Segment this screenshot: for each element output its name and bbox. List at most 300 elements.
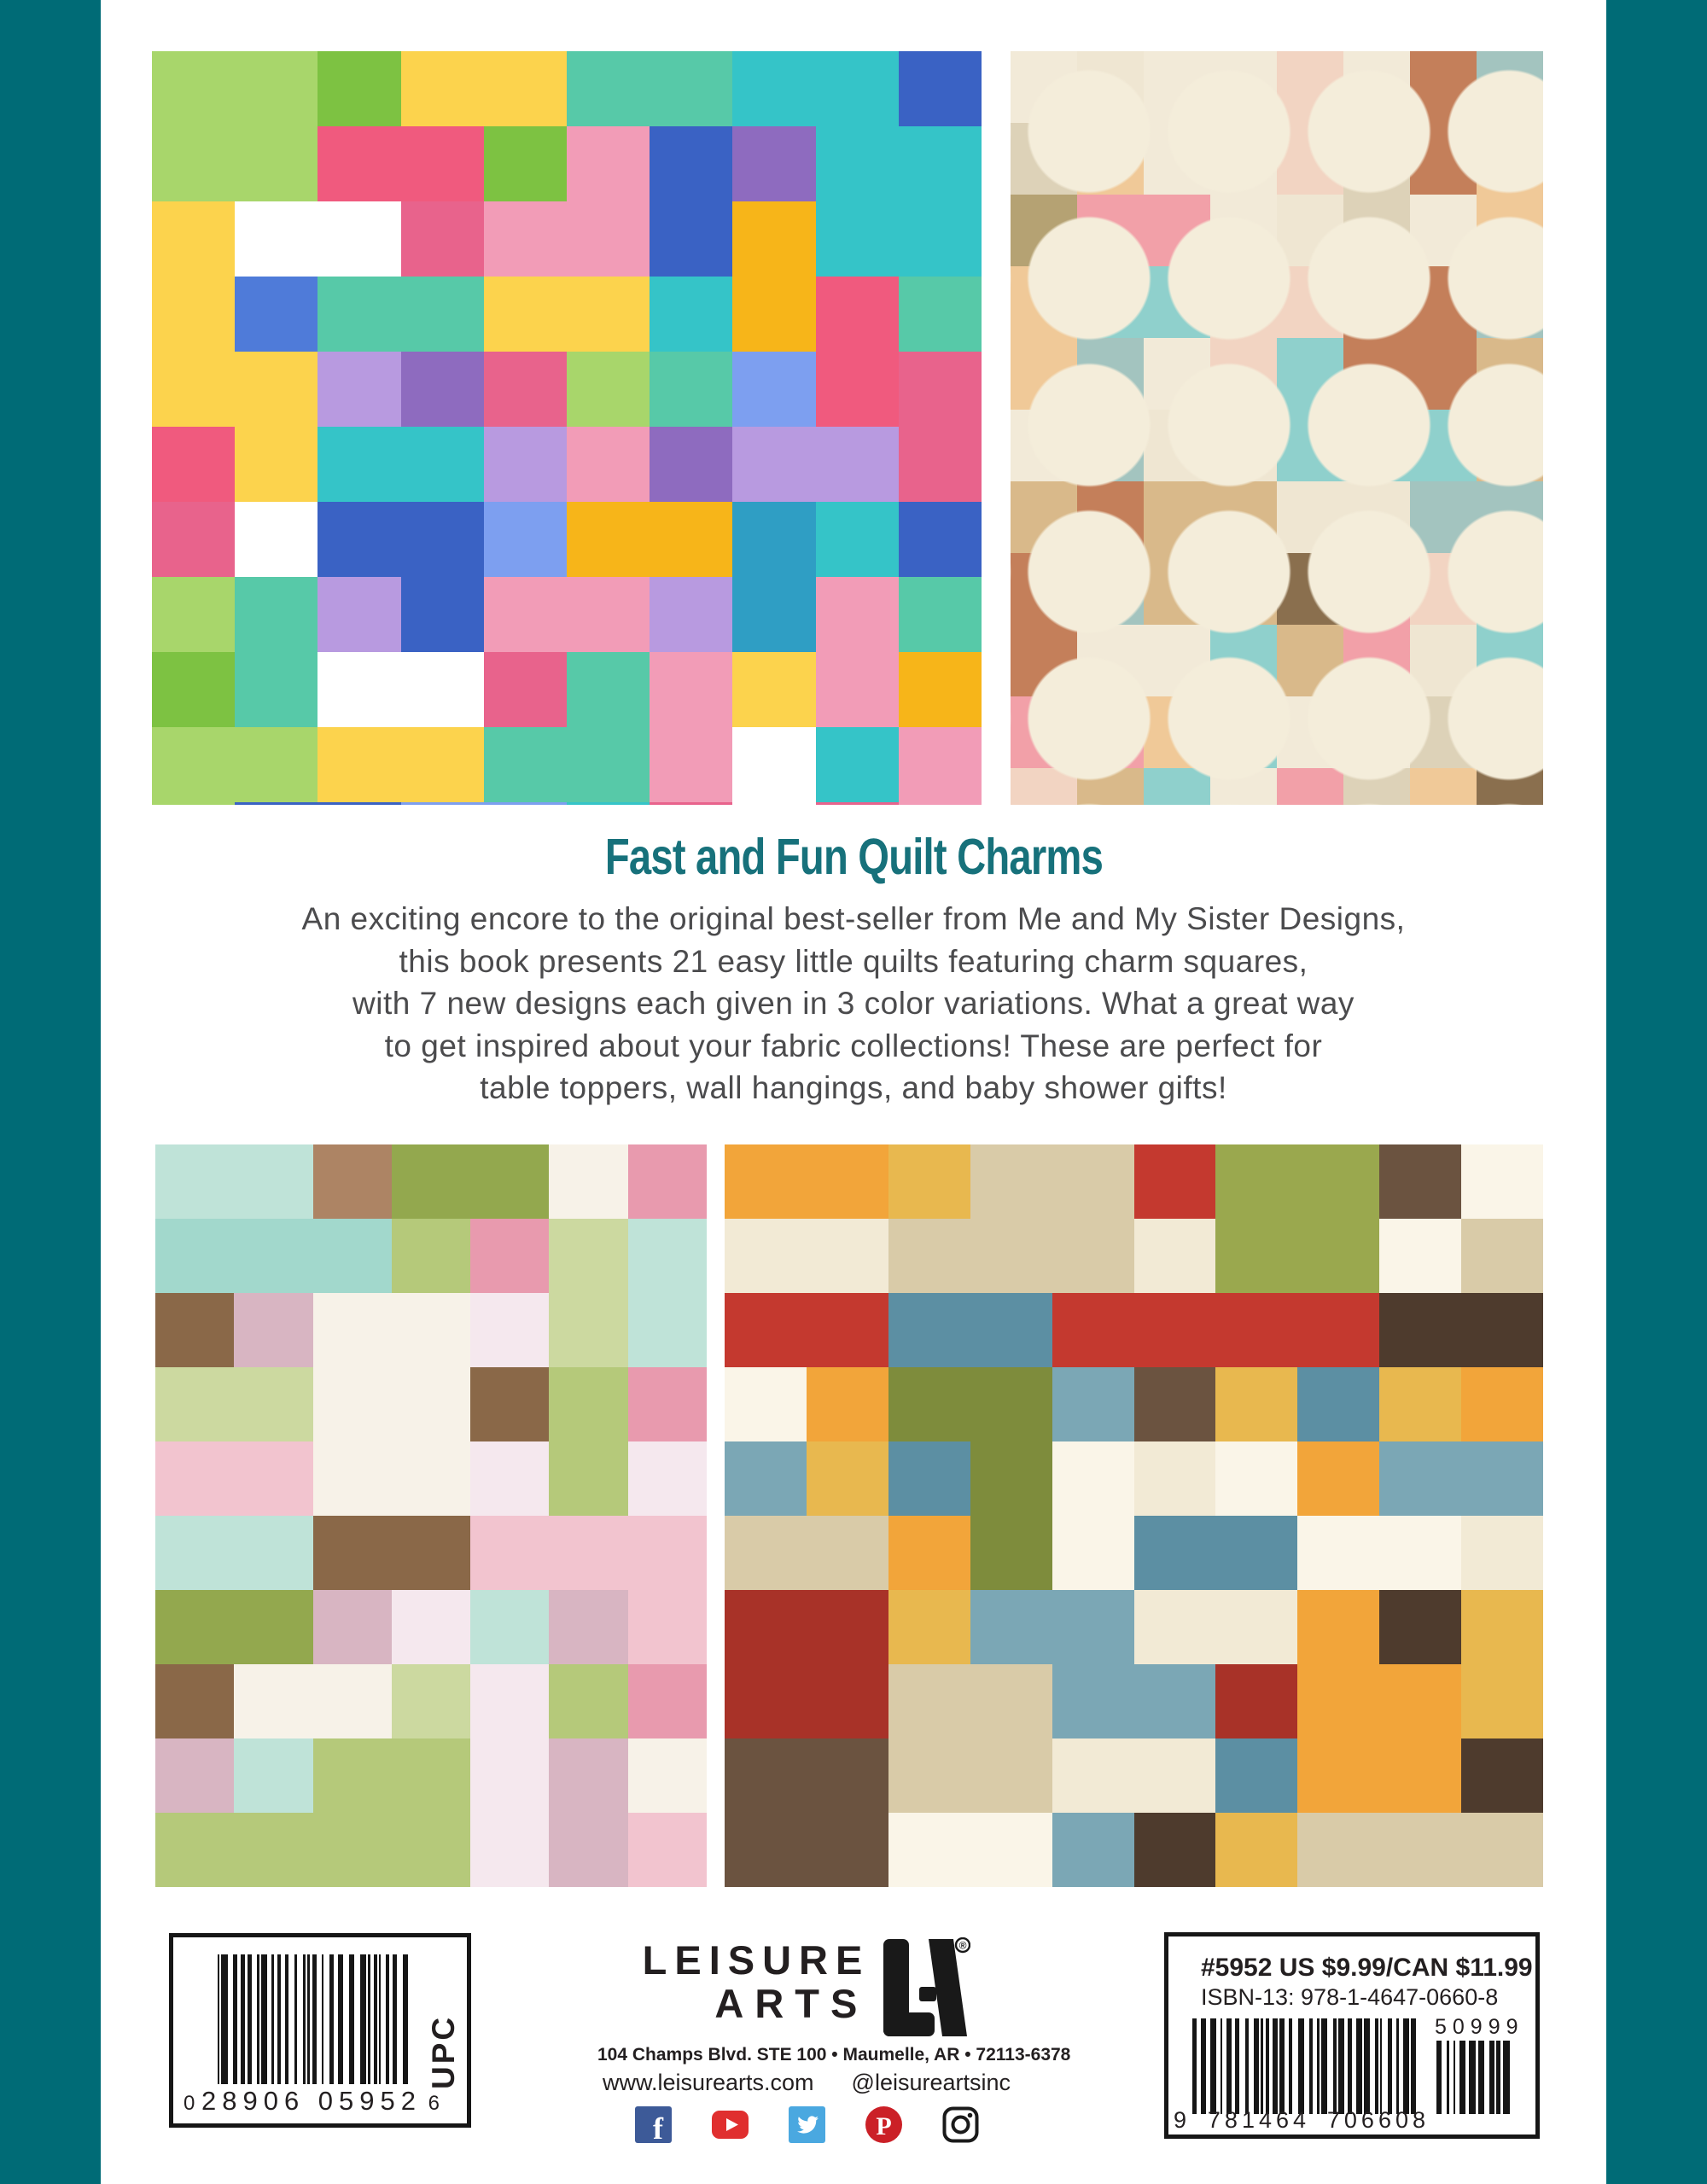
quilt-patch [152,577,235,652]
publisher-links [597,2070,1016,2096]
barcode-bar [1235,2018,1239,2114]
barcode-bar [338,1954,343,2084]
barcode-bar [1375,2018,1378,2114]
leisure-arts-monogram-icon [880,1937,970,2038]
quilt-patch [725,1144,888,1219]
barcode-bar [1333,2018,1337,2114]
quilt-patch [725,1516,888,1590]
barcode-bar [1192,2018,1197,2114]
quilt-patch [732,352,815,427]
upc-digits [184,2086,440,2117]
quilt-patch [484,502,567,577]
quilt-patch [725,1590,888,1738]
barcode-bar [386,1954,389,2084]
barcode-bar [1478,2041,1484,2114]
quilt-patch [807,1441,888,1516]
registered-mark: ® [958,1939,967,1952]
barcode-bar [1388,2018,1392,2114]
barcode-bar [285,1954,288,2084]
publisher-block [597,1937,1071,2143]
quilt-patch [470,1219,549,1293]
quilt-patch [888,1219,1052,1293]
quilt-patch [1215,1441,1297,1516]
quilt-patch [318,51,400,126]
barcode-bar [1221,2018,1222,2114]
quilt-patch [1379,1293,1543,1367]
quilt-patch [725,1293,888,1367]
quilt-patch [816,277,899,427]
barcode-bar [1380,2018,1382,2114]
quilt-patch [816,502,899,577]
barcode-bar [303,1954,306,2084]
barcode-bar [1496,2041,1500,2114]
barcode-bar [1261,2018,1263,2114]
quilt-patch [816,802,899,805]
quilt-patch [1461,1516,1543,1590]
quilt-patch [484,201,567,277]
quilt-patch [628,1664,707,1738]
quilt-patch [313,1738,471,1813]
quilt-patch [1134,1219,1216,1293]
publisher-address: 104 Champs Blvd. STE 100 • Maumelle, AR • 72113-6378 [597,2045,1071,2065]
youtube-icon [712,2106,749,2143]
price-line: #5952 US $9.99/CAN $11.99 [1201,1954,1533,1982]
barcode-bar [1454,2041,1455,2114]
quilt-patch [318,577,400,652]
quilt-patch [152,727,235,805]
quilt-patch [155,1664,234,1738]
quilt-patch [152,502,235,577]
quilt-patch [899,727,982,805]
barcode-bar [277,1954,281,2084]
upc-digit-left: 0 [184,2092,195,2115]
quilt-patch [1215,1813,1297,1887]
quilt-patch [155,1219,313,1293]
quilt-patch [235,802,400,805]
quilt-patch [470,1441,549,1516]
quilt-patch [628,1738,707,1813]
quilt-patch [567,502,732,577]
barcode-bar [1503,2041,1510,2114]
quilt-patch [549,1664,627,1738]
quilt-patch [155,1738,234,1813]
quilt-patch [318,201,400,277]
quilt-patch [1134,1367,1216,1441]
barcode-bar [368,1954,370,2084]
quilt-patch [732,126,815,201]
quilt-patch [484,727,567,802]
quilt-patch [152,126,318,201]
facebook-icon [635,2106,672,2143]
quilt-patch [725,1367,807,1441]
teal-border-right [1606,0,1707,2184]
twitter-icon [789,2106,825,2143]
barcode-bar [1436,2041,1442,2114]
quilt-patch [650,51,732,126]
quilt-patch [152,277,235,427]
quilt-patch [725,1441,807,1516]
quilt-patch [1052,1813,1134,1887]
quilt-patch [318,502,400,577]
quilt-patch [392,1664,470,1738]
quilt-patch [1052,1664,1216,1738]
quilt-patch [816,727,899,802]
quilt-patch [888,1813,1052,1887]
quilt-patch [899,277,982,352]
quilt-photo-top-left [152,51,982,805]
barcode-bar [374,1954,377,2084]
quilt-patch [155,1144,313,1219]
quilt-photo-top-right [1011,51,1543,805]
barcode-bar [1396,2018,1399,2114]
quilt-patch [318,277,483,352]
quilt-photo-bottom-left [155,1144,707,1887]
quilt-patch [470,1738,549,1887]
quilt-patch [1297,1813,1379,1887]
description-line-1: An exciting encore to the original best-seller from Me and My Sister Designs, [301,901,1406,936]
quilt-patch [470,1293,549,1367]
barcode-bar [1245,2018,1249,2114]
quilt-patch [899,51,982,126]
quilt-patch [628,1516,707,1664]
quilt-patch [807,1367,888,1441]
svg-text:f: f [652,2111,663,2143]
quilt-patch [1379,1367,1461,1441]
barcode-bar [1469,2041,1476,2114]
quilt-patch [392,1144,550,1219]
quilt-patch [1215,1144,1379,1293]
quilt-patch [235,502,318,577]
quilt-patch [313,1813,471,1887]
barcode-bar [1338,2018,1344,2114]
barcode-bar [360,1954,366,2084]
quilt-patch [1215,1664,1297,1738]
quilt-patch [650,126,732,277]
quilt-patch [567,427,650,502]
barcode-bar [233,1954,237,2084]
quilt-patch [732,502,815,652]
quilt-patch [650,577,732,652]
logo-word-leisure: LEISURE [642,1937,871,1983]
quilt-patch [549,1144,627,1219]
instagram-icon [942,2106,979,2143]
quilt-patch [732,427,898,502]
barcode-bar [271,1954,274,2084]
leisure-arts-wordmark [643,1937,871,2026]
quilt-patch [318,652,483,727]
barcode-bar [1254,2018,1259,2114]
description-line-3: with 7 new designs each given in 3 color variations. What a great way [352,986,1355,1021]
quilt-patch [401,352,484,427]
quilt-patch [970,1590,1134,1664]
quilt-patch [392,1219,470,1293]
quilt-patch [401,201,484,277]
quilt-patch [549,1516,627,1590]
quilt-patch [318,352,400,427]
quilt-patch [732,727,815,805]
quilt-patch [732,652,815,727]
quilt-patch [732,201,815,352]
quilt-patch [392,1590,470,1664]
barcode-bar [1273,2018,1278,2114]
quilt-patch [732,51,898,126]
quilt-patch [152,51,235,126]
quilt-patch [235,277,318,352]
quilt-patch [155,1813,313,1887]
description-line-4: to get inspired about your fabric collections! These are perfect for [384,1028,1323,1063]
quilt-patch [899,352,982,502]
quilt-patch [567,802,650,805]
quilt-patch [970,1144,1052,1219]
description-line-2: this book presents 21 easy little quilts featuring charm squares, [399,943,1308,979]
barcode-bar [403,1954,408,2084]
quilt-patch [970,1441,1052,1590]
quilt-patch [888,1367,1052,1441]
quilt-patch [235,727,318,802]
quilt-patch [1134,1813,1216,1887]
barcode-bar [1266,2018,1269,2114]
barcode-bar [1411,2018,1416,2114]
barcode-bar [218,1954,219,2084]
quilt-patch [1461,1590,1543,1738]
barcode-bar [1364,2018,1370,2114]
quilt-patch [1134,1144,1216,1219]
barcode-bar [312,1954,317,2084]
page-title [101,828,1606,886]
quilt-patch [1134,1441,1216,1516]
quilt-patch [1052,1293,1216,1367]
upc-barcode [218,1954,414,2084]
barcode-bar [294,1954,297,2084]
quilt-patch [1379,1219,1461,1293]
quilt-patch [318,427,483,502]
quilt-patch [152,652,235,727]
pinterest-icon [865,2106,902,2143]
quilt-patch [1052,1144,1134,1293]
barcode-bar [1489,2041,1494,2114]
quilt-circle-motifs [1011,51,1543,805]
quilt-patch [484,277,650,352]
quilt-patch [888,1590,970,1664]
quilt-patch [401,802,567,805]
quilt-patch [318,126,483,201]
barcode-bar [1356,2018,1362,2114]
quilt-patch [1297,1664,1461,1813]
quilt-patch [567,126,650,201]
barcode-bar [1298,2018,1304,2114]
isbn-barcode-box [1164,1932,1540,2139]
quilt-patch [470,1590,549,1664]
barcode-bar [307,1954,310,2084]
quilt-patch [313,1219,392,1293]
barcode-bar [1289,2018,1292,2114]
barcode-bar [349,1954,354,2084]
quilt-patch [401,502,484,652]
supplement-digits: 50999 [1435,2015,1524,2039]
quilt-patch [1215,1293,1379,1367]
upc-label: UPC [426,2014,461,2089]
quilt-patch [1297,1441,1379,1516]
quilt-patch [234,1293,312,1367]
quilt-patch [1052,1738,1216,1813]
quilt-patch [313,1293,471,1441]
quilt-patch [484,427,567,502]
quilt-patch [1379,1441,1543,1516]
quilt-patch [650,802,732,805]
isbn-number-line: ISBN-13: 978-1-4647-0660-8 [1201,1984,1499,2010]
quilt-patch [484,352,567,427]
quilt-patch [313,1516,471,1590]
description [101,898,1606,1109]
leisure-arts-logo [597,1937,1016,2038]
quilt-patch [567,652,650,802]
quilt-patch [628,1367,707,1441]
quilt-patch [816,577,899,727]
barcode-bar [322,1954,323,2084]
quilt-patch [155,1367,313,1441]
svg-text:P: P [875,2112,892,2140]
quilt-patch [155,1293,234,1367]
quilt-patch [888,1516,970,1590]
barcode-bar [393,1954,397,2084]
quilt-patch [888,1144,970,1219]
upc-barcode-box [169,1933,471,2128]
quilt-patch [549,1738,627,1813]
quilt-patch [725,1219,888,1293]
quilt-patch [313,1441,471,1516]
quilt-patch [235,577,318,727]
barcode-bar [1403,2018,1409,2114]
barcode-bar [329,1954,334,2084]
quilt-patch [1052,1367,1134,1441]
quilt-patch [650,652,732,727]
publisher-website: www.leisurearts.com [602,2070,814,2095]
barcode-bar [221,1954,228,2084]
quilt-patch [1134,1590,1298,1664]
barcode-bar [1279,2018,1285,2114]
barcode-bar [1226,2018,1232,2114]
quilt-patch [152,427,235,502]
quilt-patch [628,1219,707,1367]
barcode-bar [241,1954,245,2084]
barcode-bar [1321,2018,1327,2114]
quilt-patch [807,1738,888,1887]
quilt-patch [1379,1590,1461,1664]
ean-digit-left: 9 [1174,2107,1191,2133]
barcode-bar [1317,2018,1320,2114]
quilt-patch [888,1293,1052,1367]
quilt-patch [899,652,982,727]
teal-border-left [0,0,101,2184]
quilt-patch [470,1664,549,1738]
logo-word-arts: ARTS [714,1980,869,2026]
quilt-patch [650,727,732,802]
quilt-patch [567,201,650,277]
barcode-bar [261,1954,267,2084]
quilt-patch [888,1664,1052,1813]
quilt-patch [549,1813,627,1887]
social-icons-row [597,2106,1016,2143]
barcode-bar [1447,2041,1449,2114]
ean-digits [1174,2107,1430,2134]
ean-group-1: 781464 [1207,2107,1311,2133]
quilt-patch [1461,1219,1543,1293]
quilt-patch [567,51,650,126]
quilt-patch [155,1516,313,1590]
quilt-patch [155,1590,313,1664]
quilt-patch [313,1144,392,1219]
page-title-text: Fast and Fun Quilt Charms [604,829,1103,885]
quilt-patch [650,352,732,427]
quilt-patch [1134,1516,1298,1590]
quilt-patch [235,352,318,502]
quilt-patch [549,1219,627,1367]
quilt-patch [1297,1590,1379,1664]
supplement-barcode [1436,2041,1518,2114]
quilt-patch [725,1738,807,1887]
quilt-patch [1379,1144,1461,1219]
quilt-patch [1379,1813,1543,1887]
quilt-patch [401,51,567,126]
quilt-patch [1461,1367,1543,1441]
publisher-social-handle: @leisureartsinc [851,2070,1011,2095]
barcode-bar [1459,2041,1465,2114]
quilt-patch [899,502,982,577]
quilt-patch [235,51,318,126]
quilt-patch [484,577,650,652]
quilt-patch [1215,1367,1297,1441]
barcode-bar [248,1954,252,2084]
barcode-bar [1309,2018,1313,2114]
barcode-bar [1201,2018,1206,2114]
quilt-patch [816,126,982,277]
quilt-patch [1215,1738,1297,1813]
quilt-patch [628,1144,707,1219]
quilt-patch [1461,1144,1543,1219]
quilt-patch [1052,1441,1134,1590]
quilt-patch [234,1664,392,1738]
quilt-patch [549,1590,627,1664]
ean-group-2: 706608 [1326,2107,1430,2133]
upc-digit-right: 6 [428,2092,440,2115]
quilt-patch [1297,1367,1379,1441]
quilt-patch [628,1813,707,1887]
quilt-patch [155,1441,313,1516]
ean-barcode [1192,2018,1421,2114]
quilt-patch [152,201,235,277]
quilt-patch [234,1738,312,1813]
quilt-patch [470,1516,549,1590]
quilt-patch [549,1367,627,1516]
barcode-bar [379,1954,381,2084]
quilt-patch [650,427,732,502]
barcode-bar [1210,2018,1216,2114]
quilt-patch [1461,1738,1543,1813]
quilt-patch [888,1441,970,1516]
quilt-patch [567,352,650,427]
quilt-patch [235,201,318,277]
quilt-patch [318,727,483,802]
quilt-patch [484,652,567,727]
quilt-patch [470,1367,549,1441]
quilt-photo-bottom-right [725,1144,1543,1887]
quilt-patch [484,126,567,201]
quilt-patch [650,277,732,352]
quilt-patch [628,1441,707,1516]
quilt-patch [899,577,982,652]
quilt-patch [1297,1516,1461,1590]
barcode-bar [1348,2018,1352,2114]
